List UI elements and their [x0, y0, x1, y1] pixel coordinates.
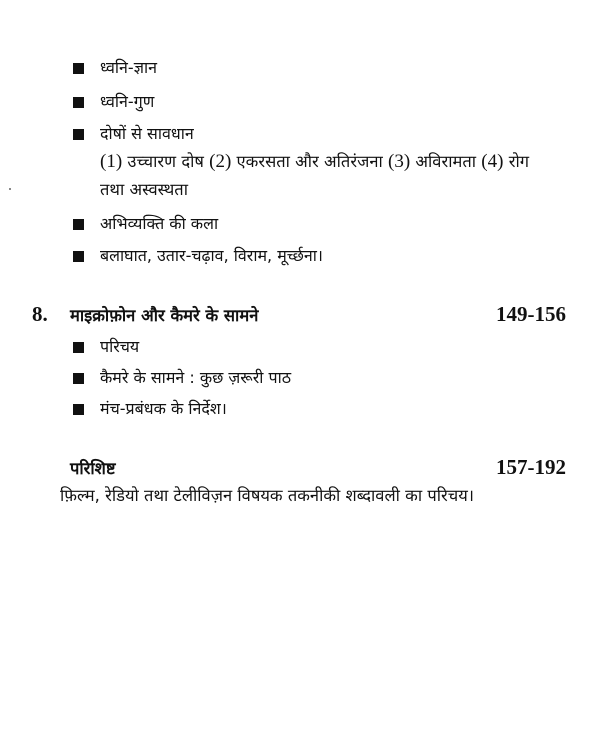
- list-item: [73, 210, 218, 238]
- dosh-details-line-1: (1) उच्चारण दोष (2) एकरसता और अतिरंजना (3) अविरामता (4) रोग: [100, 151, 530, 172]
- square-bullet-icon: [73, 219, 84, 230]
- chapter-page-range: 149-156: [496, 301, 566, 326]
- appendix-page-range: 157-192: [496, 454, 566, 479]
- chapter-8-heading: [32, 299, 566, 329]
- list-item: [73, 395, 227, 423]
- list-item-label: दोषों से सावधान: [100, 124, 194, 143]
- list-item-label: परिचय: [100, 337, 140, 356]
- list-item: [73, 364, 291, 392]
- list-item: [73, 120, 194, 148]
- list-item: [73, 242, 323, 270]
- stray-dot-mark: [9, 188, 11, 190]
- list-item: [73, 333, 139, 361]
- square-bullet-icon: [73, 404, 84, 415]
- list-item-label: अभिव्यक्ति की कला: [100, 214, 219, 233]
- square-bullet-icon: [73, 129, 84, 140]
- appendix-description: फ़िल्म, रेडियो तथा टेलीविज़न विषयक तकनीकी शब्दावली का परिचय।: [60, 486, 475, 505]
- square-bullet-icon: [73, 342, 84, 353]
- chapter-number: 8.: [32, 301, 48, 326]
- dosh-details-line-2: तथा अस्वस्थता: [100, 180, 188, 199]
- square-bullet-icon: [73, 97, 84, 108]
- list-item-label: बलाघात, उतार-चढ़ाव, विराम, मूर्च्छना।: [100, 246, 323, 265]
- list-item-label: ध्वनि-गुण: [100, 92, 155, 111]
- chapter-title-group: [32, 302, 258, 327]
- list-item: [73, 88, 154, 116]
- square-bullet-icon: [73, 251, 84, 262]
- list-item: [73, 54, 157, 82]
- list-item-label: ध्वनि-ज्ञान: [100, 58, 157, 77]
- appendix-title: परिशिष्ट: [70, 458, 116, 478]
- square-bullet-icon: [73, 63, 84, 74]
- list-item-label: मंच-प्रबंधक के निर्देश।: [100, 399, 227, 418]
- appendix-heading: [70, 452, 566, 482]
- chapter-title: माइक्रोफ़ोन और कैमरे के सामने: [70, 305, 259, 325]
- list-item-label: कैमरे के सामने : कुछ ज़रूरी पाठ: [100, 368, 292, 387]
- square-bullet-icon: [73, 373, 84, 384]
